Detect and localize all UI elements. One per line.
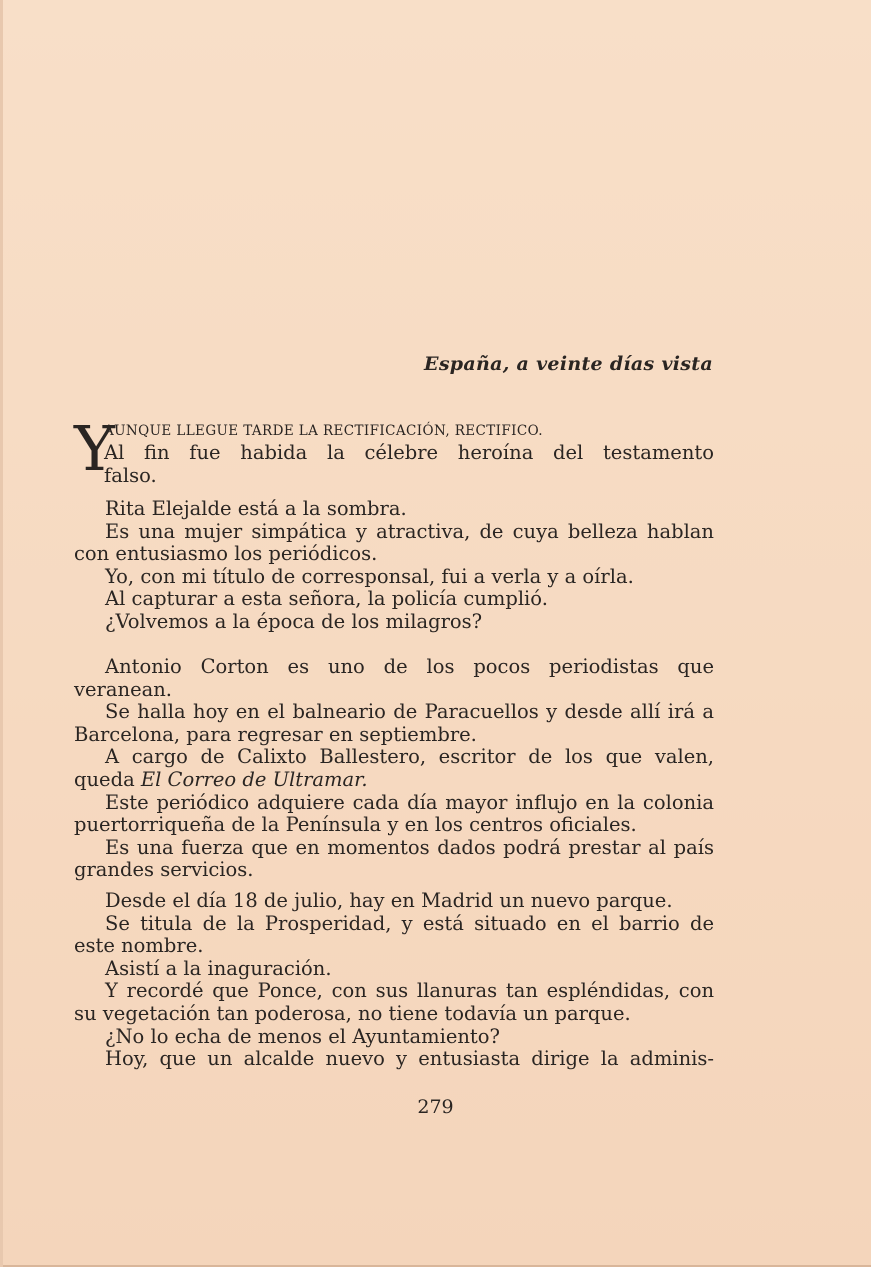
paragraph: Se halla hoy en el balneario de Paracuellos y desde allí irá a Barcelona, para regresar en septiembre. [74,700,714,746]
paragraph: ¿Volvemos a la época de los milagros? [105,609,483,633]
opening-paragraph [74,412,714,487]
page-number: 279 [417,1096,454,1118]
paragraph: Es una fuerza que en momentos dados podrá prestar al país grandes servicios. [74,835,714,882]
opening-smallcaps-line: AUNQUE LLEGUE TARDE LA RECTIFICACIÓN, RECTIFICO. [104,423,543,439]
paragraph: Se titula de la Prosperidad, y está situado en el barrio de este nombre. [74,911,714,958]
section-title: España, a veinte días vista [424,353,713,375]
section-2 [74,656,714,882]
paragraph: Hoy, que un alcalde nuevo y entusiasta dirige la adminis- [105,1047,714,1071]
paragraph [74,746,714,791]
drop-cap: Y [74,412,115,485]
paragraph: Antonio Corton es uno de los pocos periodistas que veranean. [74,655,714,701]
paragraph: Este periódico adquiere cada día mayor influjo en la colonia puertorriqueña de la Península y en los centros oficiales. [74,790,714,837]
paragraph: Rita Elejalde está a la sombra. [105,497,407,520]
paragraph: Al capturar a esta señora, la policía cumplió. [105,587,548,611]
section-3 [74,890,714,1071]
section-1 [74,412,714,634]
newspaper-title: El Correo de Ultramar. [140,767,368,791]
paragraph: Yo, con mi título de corresponsal, fui a verla y a oírla. [105,564,634,588]
paragraph-text: A cargo de Calixto Ballestero, escritor de los que valen, queda [74,745,714,791]
paragraph: Asistí a la inaguración. [105,956,332,980]
paragraph: ¿No lo echa de menos el Ayuntamiento? [105,1024,500,1048]
paragraph: Es una mujer simpática y atractiva, de cuya belleza hablan con entusiasmo los periódicos. [74,519,714,566]
opening-line: falso. [104,463,157,487]
paragraph: Desde el día 18 de julio, hay en Madrid un nuevo parque. [105,889,673,912]
paragraph: Y recordé que Ponce, con sus llanuras tan espléndidas, con su vegetación tan poderosa, no tiene todavía un parque. [74,979,714,1025]
opening-line: Al fin fue habida la célebre heroína del testamento [104,441,714,464]
